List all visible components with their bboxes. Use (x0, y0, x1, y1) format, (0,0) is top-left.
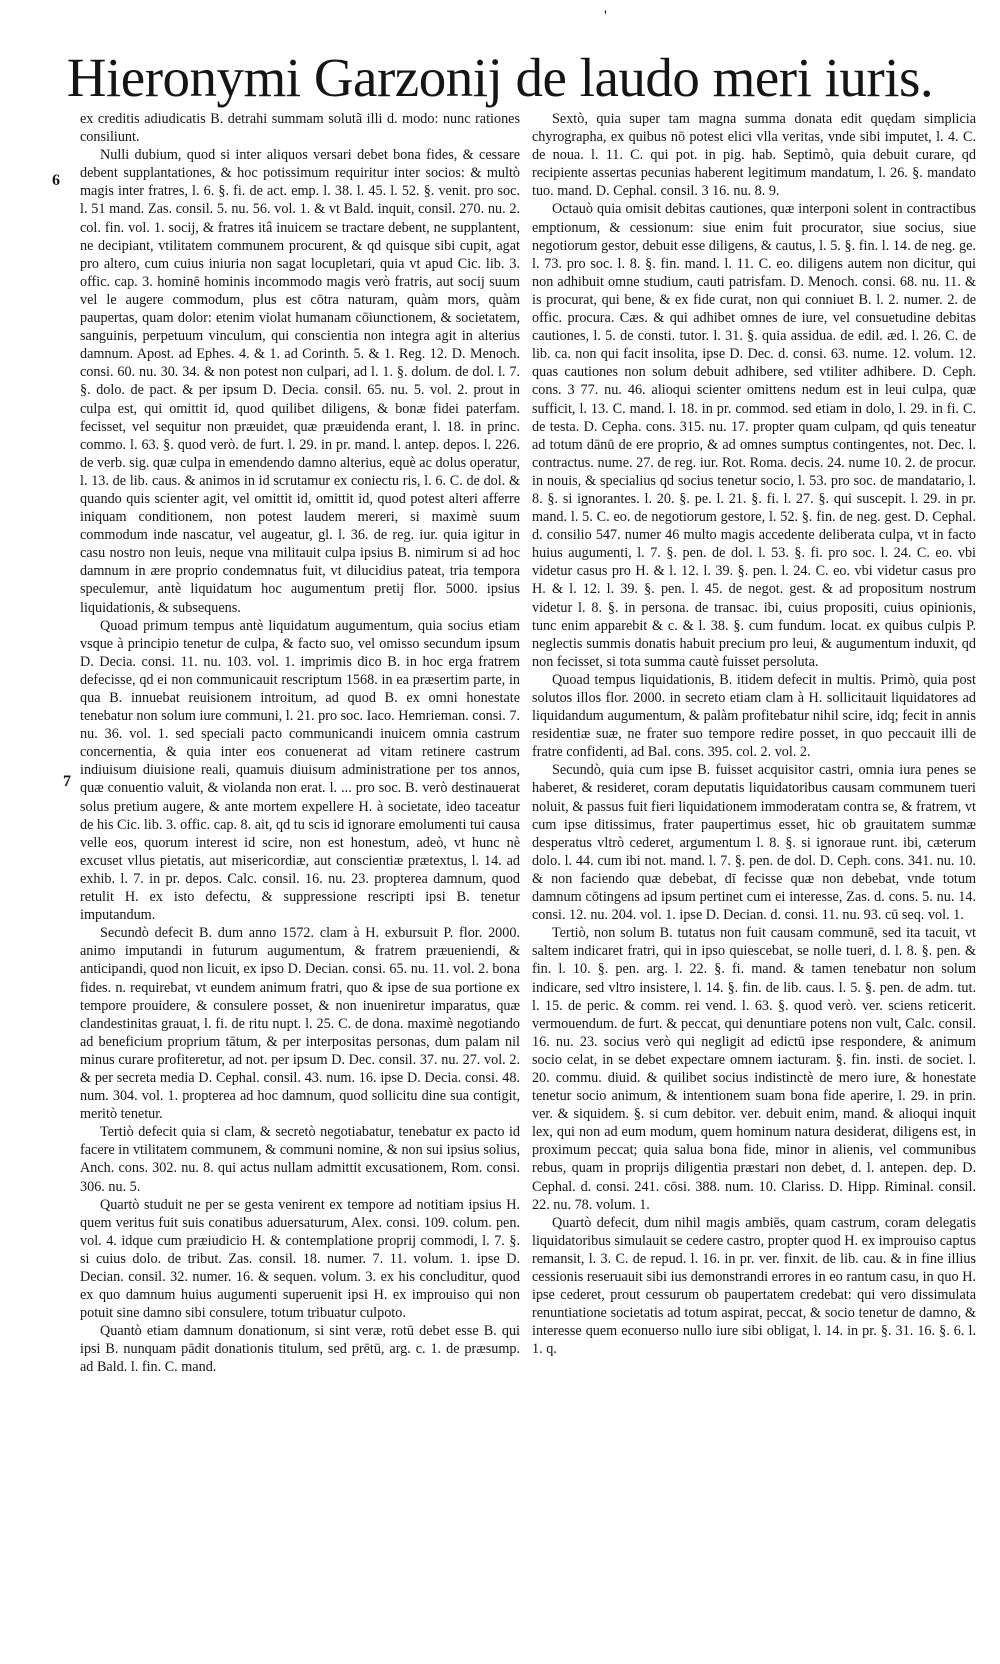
paragraph: Tertiò defecit quia si clam, & secretò negotiabatur, tenebatur ex pacto id facere in vtilitatem communem, & communi nomine, & non sui ipsius solius, Anch. cons. 302. nu. 8. qui actus nullam admittit excusationem, Rom. consi. 306. nu. 5. (80, 1124, 520, 1195)
paragraph: ex creditis adiudicatis B. detrahi summam solutã illi d. modo: nunc rationes consiliunt. (80, 111, 520, 146)
corner-mark: ' (604, 8, 607, 25)
paragraph: Quartò defecit, dum nihil magis ambiēs, quam castrum, coram delegatis liquidatoribus simulauit se cedere castro, propter quod H. ex improuiso captus remansit, l. 3. C. de repud. l. 16. in pr. ver. finxit. de lib. cau. & in fine illius cessionis reseruauit sibi ius demonstrandi errores in eo rantum casu, in quo H. ipse cederet, prout cessurum ob paupertatem credebat: qui vero dissimulata renuntiatione societatis ad totum aspirat, peccat, & socio tenetur de damno, & interesse quem econuerso nullo iure sibi obligat, l. 14. in pr. §. 31. 16. §. 6. l. 1. q. (532, 1214, 976, 1358)
paragraph: Octauò quia omisit debitas cautiones, quæ interponi solent in contractibus emptionum, & cessionum: siue enim fuit procurator, siue socius, siue negotiorum gestor, debuit esse diligens, & cautus, l. 5. §. fin. l. 14. de neg. ge. l. 73. pro soc. l. 8. §. fin. mand. l. 11. C. eo. diligens autem non dicitur, qui non adhibuit omne studium, cauti patrisfam. D. Menoch. consi. 68. nu. 11. & is procurat, qui bene, & ex fide curat, non qui conniuet B. l. 2. numer. 2. de offic. procura. Cæs. & qui adhibet omnes de iure, vel consuetudine debitas cautiones, l. 5. de consti. tutor. l. 31. §. quia assidua. de edil. æd. l. 26. C. de lib. ca. non qui facit insolita, ipse D. Dec. d. consi. 63. nume. 12. volum. 12. quas cautiones non solum debuit adhibere, sed vtiliter adhibere. D. Ceph. cons. 3 77. nu. 46. alioqui scienter omittens nedum est in leui culpa, quæ sufficit, l. 13. C. mand. l. 18. in pr. commod. sed etiam in dolo, l. 29. in fi. C. de testa. D. Cepha. cons. 315. nu. 17. propter quam culpam, qd quis teneatur ad totum dānū de ere proprio, & ad omnes sumptus contingentes, not. Dec. l. contractus. nume. 27. de reg. iur. Rot. Roma. decis. 24. nume 10. 2. de procur. in nouis, & specialius qd socius tenetur socio, l. 53. pro soc. de mandatario, l. 8. §. si ignorantes. l. 20. §. pe. l. 21. §. fi. l. 27. §. qui suscepit. l. 29. in pr. mand. l. 5. C. eo. de negotiorum gestore, l. 52. §. fin. de neg. gest. D. Cephal. d. consilio 547. numer 46 multo magis accedente deliberata culpa, vt in facto huius augumenti, l. 7. §. pen. de dol. l. 53. §. fi. pro soc. l. 24. C. eo. vbi videtur casus pro H. & l. 12. l. 39. §. pen. l. 24. C. eo. vbi videtur casus pro H. & l. 12. l. 39. §. pen. l. 45. de negot. gest. & ad propositum nostrum videtur l. 8. §. in persona. de transac. ibi, cuius propositi, cuius opinionis, tunc enim apparebit & c. & l. 38. §. cum fundum. locat. ex quibus culpis P. neglectis summis donatis habuit precium pro leui, & augumentum induxit, qd non fecisset, si tota summa cautè fuisset persoluta. (532, 201, 976, 670)
right-column (532, 110, 976, 1658)
paragraph: Tertiò, non solum B. tutatus non fuit causam communē, sed ita tacuit, vt saltem indicaret fratri, qui in ipso quiescebat, se nolle tueri, d. l. 8. §. pen. & fin. l. 10. §. pen. arg. l. 22. §. fi. mand. & tamen tenebatur non solum indicare, sed vltro insistere, l. 14. §. fin. de lib. caus. l. 5. §. pen. de adm. tut. l. 15. de peric. & comm. rei vend. l. 63. §. quod verò. ver. sciens reticerit. vermouendum. de furt. & peccat, qui denuntiare potens non vult, Calc. consil. 16. nu. 23. socius verò qui negligit ad edictū ipse respondere, & animum socio celat, in se debet expectare omnem iacturam. §. fin. insti. de societ. l. 20. commu. diuid. & quilibet socius indistinctè de mero iure, & honestate tenetur socio animum, & intentionem suam bona fide aperire, l. 29. in prin. ver. & siquidem. §. si cum debitor. ver. debuit enim, mand. & alioqui inquit lex, qui non ad eum modum, quem hominum natura desiderat, diligens est, in proximum peccat; quia salua bona fide, minor in alienis, vel communibus rebus, quam in proprijs diligentia præstari non debet, d. l. antepen. dep. D. Cephal. d. consi. 241. cōsi. 388. num. 10. Clariss. D. Hipp. Riminal. consil. 22. nu. 78. volum. 1. (532, 925, 976, 1213)
paragraph: Quoad tempus liquidationis, B. itidem defecit in multis. Primò, quia post solutos illos flor. 2000. in secreto etiam clam à H. sollicitauit liquidatores ad liquidandum augumentum, & palàm profitebatur nihil scire, idq; fecit in annis residentiæ suæ, ne frater suo tempore redire posset, in quo peccauit illi de fratre confidenti, ad Bal. cons. 395. col. 2. vol. 2. (532, 671, 976, 761)
paragraph: Quantò etiam damnum donationum, si sint veræ, rotū debet esse B. qui ipsi B. nunquam pādit donationis titulum, sed prētū, arg. c. 1. de præsump. ad Bald. l. fin. C. mand. (80, 1323, 520, 1376)
marginal-number-7: 7 (63, 773, 71, 790)
paragraph: Quoad primum tempus antè liquidatum augumentum, quia socius etiam vsque à principio tenetur de culpa, & facto suo, vel omisso secundum ipsum D. Decia. consi. 11. nu. 103. vol. 1. imprimis dico B. in hoc erga fratrem defecisse, qd ei non communicauit rescriptum 1568. in ea præsertim parte, in qua B. innuebat reuisionem introitum, ad quod B. ex omni honestate tenebatur non solum iure communi, l. 21. pro soc. Iaco. Hemrieman. consi. 7. nu. 36. vol. 1. sed speciali pacto communicandi inuicem omnia castrum concernentia, & quia inter eos conuenerat ad vitam retinere castrum indiuisum diuisione reali, quamuis diuisum administratione per tos annos, quæ conuentio valuit, & violanda non erat. l. ... pro soc. B. verò destinauerat solus pretium augere, & ante mortem expellere H. à societate, ideo taceatur de his Cic. lib. 3. offic. cap. 8. ait, qd tu scis id ignorare emolumenti tui causa velle eos, quorum interest id scire, non est honestum, adeò, vt hunc nè excuset vllus pietatis, aut misericordiæ, aut conscientiæ prætextus, l. 14. ad exhib. l. 7. in pr. depos. Calc. consil. 16. nu. 23. propterea damnum, quod retulit H. ex isto defectu, & suppressione rescripti ipsi B. tenetur imputandum. (80, 617, 520, 924)
paragraph: Nulli dubium, quod si inter aliquos versari debet bona fides, & cessare debent supplantationes, & hoc potissimum requiritur inter socios: & multò magis inter fratres, l. 6. §. fi. de act. emp. l. 38. l. 45. l. 52. §. venit. pro soc. l. 51 mand. Zas. consil. 5. nu. 56. vol. 1. & vt Bald. inquit, consil. 270. nu. 2. col. fin. vol. 1. socij, & fratres itâ inuicem se tractare debent, ne supplantent, ne decipiant, vtilitatem communem procurent, & qd quisque sibi cupit, agat pro altero, cum cuius iniuria non sagat locupletari, quia vt apud Cic. lib. 3. offic. cap. 3. hominē hominis incommodo magis verò fratris, aut socij suum vel le augere commodum, plus est cōtra naturam, quàm mors, quàm paupertas, quam dolor: etenim violat humanam cōiunctionem, & societatem, sanguinis, perpetuum vinculum, qui conscientia non integra agit in alterius damnum. Apost. ad Ephes. 4. & 1. ad Corinth. 5. & 1. Reg. 12. D. Menoch. consi. 60. nu. 30. 34. & non potest non culpari, ad l. 1. §. dolum. de dol. l. 7. §. dolo. de pact. & per ipsum D. Decia. consil. 65. nu. 5. vol. 2. prout in culpa est, qui omittit id, quod quilibet diligens, & bonæ fidei paterfam. fecisset, vel sequitur non præuidet, quæ præuidenda erant, l. 18. in princ. commo. l. 63. §. quod verò. de furt. l. 29. in pr. mand. l. antep. depos. l. 226. de verb. sig. quæ culpa in emendendo damno alterius, equè ac dolus operatur, l. 13. de lib. caus. & animos in id scrutamur ex coniectu ris, l. 6. C. de dol. & quando quis scienter agit, vel omittit id, omittit id, quod potest alteri afferre iniquam conditionem, non potest laudem mereri, si maximè suum commodum inde nascatur, vel augeatur, gl. l. 36. de reg. iur. quia igitur in casu nostro non leuis, neque vna militauit culpa ipsius B. nimirum si ad hoc damnum in ære proprio condemnatus fuit, vt dilucidius pateat, tria tempora speculemur, antè liquidatum hoc augumentum pretij flor. 5000. ipsius liquidationis, & subsequens. (80, 147, 520, 616)
paragraph: Secundò, quia cum ipse B. fuisset acquisitor castri, omnia iura penes se haberet, & resideret, coram deputatis liquidatoribus causam communem tueri noluit, & passus fuit fieri liquidationem immoderatam contra se, & fratrem, vt cum ipse ditissimus, frater paupertimus esset, hic ob grauitatem summæ desperatus vltrò cederet, argumentum l. 8. §. si ignoraue runt. ibi, cæterum dolo. l. 44. cum ibi not. mand. l. 7. §. pen. de dol. D. Ceph. cons. 341. nu. 10. & non faciendo quæ debebat, dī fecisse quæ non debebat, vnde totum damnum cōtingens ad ipsum pertinet cum ei interesse, Zas. d. cons. 5. nu. 14. consi. 12. nu. 204. vol. 1. ipse D. Decian. d. consi. 11. nu. 93. cū seq. vol. 1. (532, 762, 976, 924)
left-column (80, 110, 520, 1658)
paragraph: Sextò, quia super tam magna summa donata edit quędam simplicia chyrographa, ex quibus nō potest elici vlla veritas, vnde sibi imputet, l. 4. C. de noua. l. 11. C. qui pot. in pig. hab. Septimò, quia debuit curare, qd recipiente assertas pecunias haberent legitimum mandatum, l. 26. §. mandato tuo. mand. D. Cephal. consil. 3 16. nu. 8. 9. (532, 111, 976, 200)
running-header: Hieronymi Garzonij de laudo meri iuris. (66, 47, 934, 108)
paragraph: Secundò defecit B. dum anno 1572. clam à H. exbursuit P. flor. 2000. animo imputandi in futurum augumentum, & fratrem præueniendi, & anticipandi, quod non licuit, ex ipso D. Decian. consi. 65. nu. 11. vol. 2. bona fides. n. requirebat, vt eundem animum fratri, quo & ipse de sua portione ex tempore prouidere, & consulere posset, & non inueniretur imparatus, quæ clandestinitas grauat, l. fi. de ritu nupt. l. 25. C. de dona. maximè negotiando ad beneficium proprium tātum, & per interpositas personas, dum palam nil minus curare profiteretur, ad not. per ipsum D. Dec. consil. 37. nu. 27. vol. 2. & per secreta media D. Cephal. consil. 43. num. 16. ipse D. Decia. consi. 48. num. 304. vol. 1. propterea ad hoc damnum, quod sollicitu dine sua contigit, meritò tenetur. (80, 925, 520, 1123)
paragraph: Quartò studuit ne per se gesta venirent ex tempore ad notitiam ipsius H. quem veritus fuit suis conatibus aduersaturum, Alex. consi. 109. colum. pen. vol. 4. idque cum præiudicio H. & contemplatione proprij commodi, l. 7. §. si cuius dolo. de tribut. Zas. consil. 18. numer. 7. 11. volum. 1. ipse D. Decian. consil. 32. numer. 16. & sequen. volum. 3. ex his concluditur, quod ex quo damnum huius augumenti superuenit ipsi H. ex improuiso qui non potuit sine damno sibi consulere, totum tribuatur culpoto. (80, 1196, 520, 1322)
marginal-number-6: 6 (52, 172, 60, 189)
